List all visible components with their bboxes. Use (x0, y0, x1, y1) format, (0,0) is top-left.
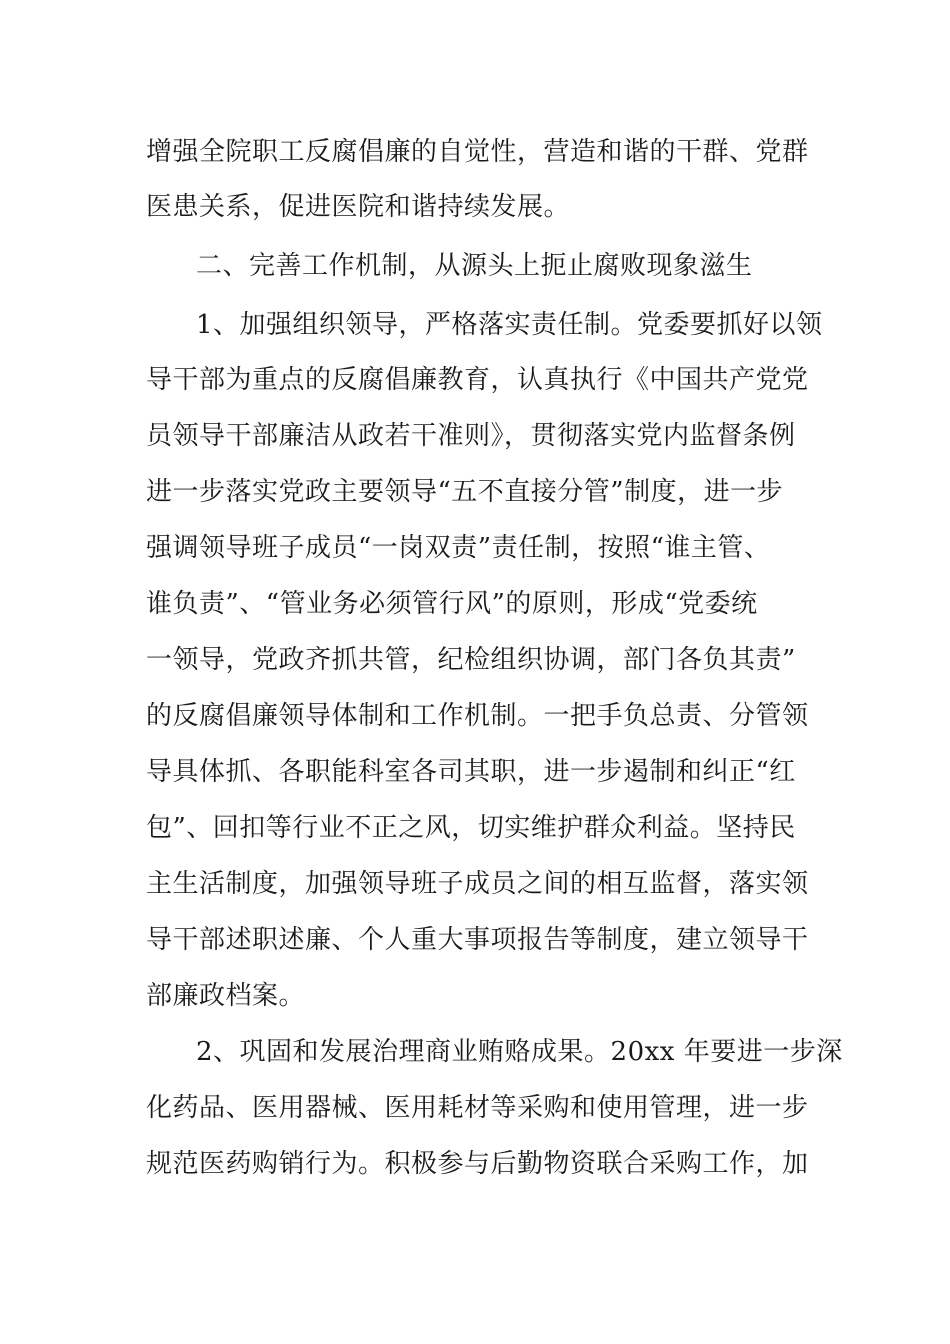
text-line: 强调领导班子成员“一岗双责”责任制，按照“谁主管、 (146, 533, 771, 563)
section-heading: 二、完善工作机制，从源头上扼止腐败现象滋生 (196, 251, 753, 281)
text-line: 1、加强组织领导，严格落实责任制。党委要抓好以领 (196, 310, 823, 340)
text-line: 部廉政档案。 (146, 981, 306, 1011)
text-line: 包”、回扣等行业不正之风，切实维护群众利益。坚持民 (146, 813, 796, 843)
text-line: 一领导，党政齐抓共管，纪检组织协调，部门各负其责” (146, 645, 796, 675)
text-line: 导具体抓、各职能科室各司其职，进一步遏制和纠正“红 (146, 757, 796, 787)
text-line: 导干部为重点的反腐倡廉教育，认真执行《中国共产党党 (146, 365, 809, 395)
text-line: 规范医药购销行为。积极参与后勤物资联合采购工作，加 (146, 1149, 809, 1179)
text-line: 2、巩固和发展治理商业贿赂成果。20xx 年要进一步深 (196, 1037, 843, 1067)
text-line: 医患关系，促进医院和谐持续发展。 (146, 192, 571, 222)
text-line: 导干部述职述廉、个人重大事项报告等制度，建立领导干 (146, 925, 809, 955)
text-line: 增强全院职工反腐倡廉的自觉性，营造和谐的干群、党群 (146, 137, 809, 167)
text-line: 谁负责”、“管业务必须管行风”的原则，形成“党委统 (146, 589, 758, 619)
text-line: 主生活制度，加强领导班子成员之间的相互监督，落实领 (146, 869, 809, 899)
text-line: 的反腐倡廉领导体制和工作机制。一把手负总责、分管领 (146, 701, 809, 731)
text-line: 员领导干部廉洁从政若干准则》，贯彻落实党内监督条例 (146, 421, 796, 451)
text-line: 化药品、医用器械、医用耗材等采购和使用管理，进一步 (146, 1093, 809, 1123)
text-line: 进一步落实党政主要领导“五不直接分管”制度，进一步 (146, 477, 784, 507)
